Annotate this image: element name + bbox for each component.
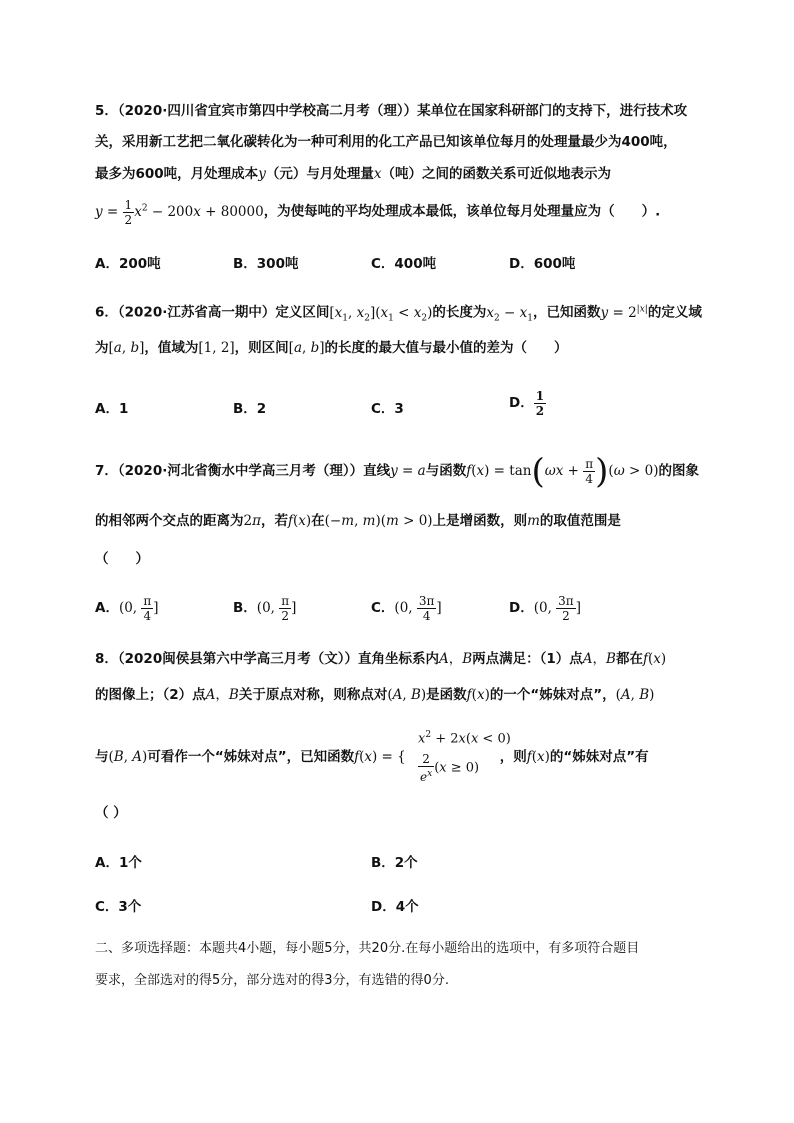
q7-option-b-label: B． [233, 600, 257, 616]
q8-text-1c: 都在 [615, 651, 643, 667]
q5-option-c[interactable]: C．400吨 [371, 256, 437, 272]
q7-text-2b: ，若 [260, 513, 288, 529]
q7-line-1: 7．（2020·河北省衡水中学高三月考（理））直线y = a与函数f(x) = tan(ωx + $\frac{\pi}{4}$ )(ω > 0)的图象 [95, 451, 699, 492]
q5-option-b[interactable]: B．300吨 [233, 256, 299, 272]
q8-text-2d: 的一个“姊妹对点”， [489, 687, 616, 703]
q8-line-3: 与(B, A)可看作一个“姊妹对点”，已知函数f(x) = { ，则f(x)的“姊妹对点”有 [95, 749, 649, 765]
q8-line-1: 8．（2020闽侯县第六中学高三月考（文））直角坐标系内A，B两点满足：（1）点A，B都在f(x) [95, 651, 667, 667]
q8-text-1b: 两点满足：（1）点 [472, 651, 583, 667]
q5-formula: y = $\frac{1}{2}$ $x^2 - 200x + 80000$ [95, 197, 264, 227]
q8-option-d[interactable]: D．4个 [371, 899, 419, 915]
q5-text-3a: 最多为600吨，月处理成本 [95, 166, 259, 182]
q7-option-d[interactable]: D．(0, $\frac{3\pi}{2}$ ] [509, 594, 581, 623]
q8-text-1a: 8．（2020闽侯县第六中学高三月考（文））直角坐标系内 [95, 651, 439, 667]
q7-option-c-label: C． [371, 600, 395, 616]
q8-text-3c: ，则 [499, 749, 527, 765]
section2-line-1: 二、多项选择题：本题共4小题，每小题5分，共20分.在每小题给出的选项中，有多项符合题目 [95, 941, 640, 956]
q6-text-1b: 的长度为 [432, 304, 487, 321]
q6-text-1a: 6．（2020·江苏省高一期中）定义区间 [95, 304, 330, 321]
q7-text-1a: 7．（2020·河北省衡水中学高三月考（理））直线 [95, 463, 391, 479]
q6-option-d[interactable]: D． $\frac{1}{2}$ [509, 388, 545, 418]
q5-line-4 [95, 193, 660, 227]
q5-text-1: 5．（2020·四川省宜宾市第四中学校高二月考（理））某单位在国家科研部门的支持下，进行技术攻 [95, 103, 688, 119]
q6-text-2d: 的长度的最大值与最小值的差为（ ） [324, 340, 568, 356]
q8-text-3b: 可看作一个“姊妹对点”，已知函数 [147, 749, 355, 765]
q8-option-b[interactable]: B．2个 [371, 855, 418, 871]
q7-text-2e: 的取值范围是 [539, 513, 621, 529]
q8-text-3d: 的“姊妹对点”有 [549, 749, 649, 765]
q6-text-2c: ，则区间 [234, 340, 289, 356]
q8-text-2a: 的图像上；（2）点 [95, 687, 206, 703]
q6-text-2b: ，值域为 [144, 340, 199, 356]
q6-option-a[interactable]: A．1 [95, 401, 129, 417]
q6-option-c[interactable]: C．3 [371, 401, 404, 417]
q7-text-2d: 上是增函数，则 [432, 513, 528, 529]
q8-option-a[interactable]: A．1个 [95, 855, 142, 871]
q5-line-1 [95, 102, 687, 120]
q6-text-1c: ，已知函数 [533, 304, 601, 321]
q5-line-2 [95, 133, 677, 151]
q7-option-a[interactable]: A．(0, $\frac{\pi}{4}$ ] [95, 594, 159, 623]
q8-text-2b: 关于原点对称，则称点对 [238, 687, 388, 703]
q7-text-1b: 与函数 [425, 463, 467, 479]
q5-text-3b: （元）与月处理量 [265, 166, 374, 182]
q7-option-c[interactable]: C．(0, $\frac{3\pi}{4}$ ] [371, 594, 442, 623]
q8-line-4: （ ） [95, 805, 127, 821]
q7-text-1c: 的图象 [658, 463, 699, 479]
q8-text-2c: 是函数 [426, 687, 467, 703]
q6-option-b[interactable]: B．2 [233, 401, 267, 417]
q8-piece-2: $\frac{2}{e^x}$ (x ≥ 0) [420, 752, 480, 784]
q7-option-d-label: D． [509, 600, 534, 616]
q5-text-2: 关，采用新工艺把二氧化碳转化为一种可利用的化工产品已知该单位每月的处理量最少为400吨， [95, 134, 677, 150]
q8-line-2: 的图像上；（2）点A，B关于原点对称，则称点对(A, B)是函数f(x)的一个“姊妹对点”，(A, B) [95, 687, 655, 703]
q7-line-3: （ ） [95, 551, 149, 567]
q7-text-2c: 在 [311, 513, 325, 529]
q7-option-a-label: A． [95, 600, 119, 616]
q5-option-d[interactable]: D．600吨 [509, 256, 576, 272]
q6-text-2a: 为 [95, 340, 109, 356]
q7-line-2: 的相邻两个交点的距离为2π，若f(x)在(−m, m)(m > 0)上是增函数，则m的取值范围是 [95, 513, 621, 529]
q6-line-1: 6．（2020·江苏省高一期中）定义区间[$x_1$, $x_2](x_1 < x_2)$的长度为$x_2 - x_1$，已知函数$y = 2^{|x|}$的定义域 [95, 304, 702, 324]
q7-text-2a: 的相邻两个交点的距离为 [95, 513, 244, 529]
q5-line-3: 最多为600吨，月处理成本y（元）与月处理量x（吨）之间的函数关系可近似地表示为 [95, 166, 611, 182]
q8-text-3a: 与 [95, 749, 109, 765]
q5-option-a[interactable]: A．200吨 [95, 256, 161, 272]
q6-line-2: 为[a, b]，值域为[1, 2]，则区间[a, b]的长度的最大值与最小值的差为（ ） [95, 340, 568, 356]
q6-text-1d: 的定义域 [647, 304, 702, 321]
q8-piece-1: $x^2 + 2x(x < 0)$ [418, 730, 511, 747]
q6-option-d-label: D． [509, 395, 534, 411]
q7-option-b[interactable]: B．(0, $\frac{\pi}{2}$ ] [233, 594, 297, 623]
q5-text-3c: （吨）之间的函数关系可近似地表示为 [381, 166, 611, 182]
q8-option-c[interactable]: C．3个 [95, 899, 142, 915]
section2-line-2: 要求，全部选对的得5分，部分选对的得3分，有选错的得0分. [95, 973, 449, 988]
q5-text-4: ，为使每吨的平均处理成本最低，该单位每月处理量应为（ ）. [263, 203, 661, 220]
